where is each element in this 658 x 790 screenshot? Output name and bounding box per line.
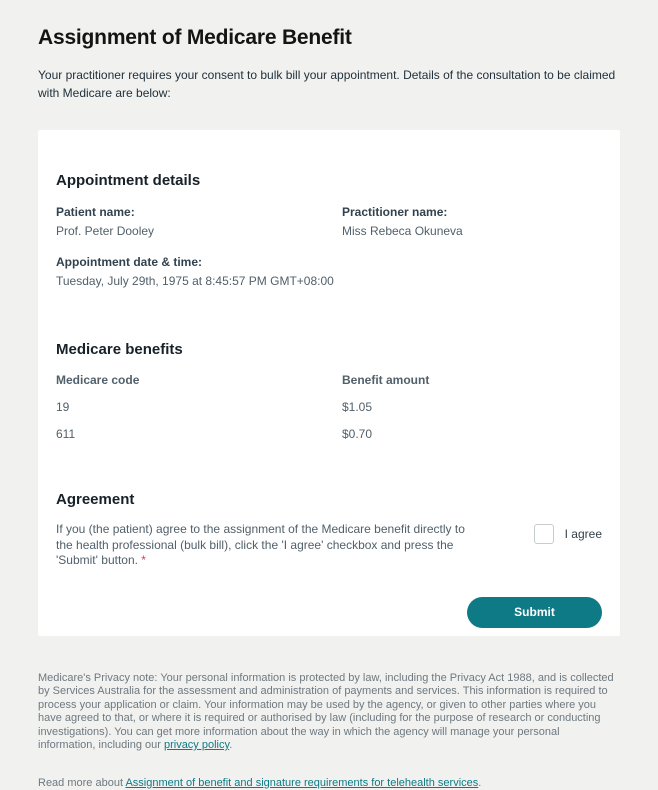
benefit-amount-value: $0.70 bbox=[342, 427, 373, 441]
appointment-details-section bbox=[56, 172, 602, 289]
privacy-policy-link[interactable]: privacy policy bbox=[163, 739, 230, 751]
footer bbox=[38, 672, 620, 790]
required-asterisk: * bbox=[141, 553, 146, 567]
column-header-benefit-amount: Benefit amount bbox=[342, 373, 430, 387]
privacy-note bbox=[38, 672, 620, 753]
practitioner-name-label: Practitioner name: bbox=[342, 205, 448, 219]
table-row bbox=[56, 400, 602, 414]
read-more-period: . bbox=[478, 776, 482, 789]
medicare-benefits-section bbox=[56, 341, 602, 441]
page-title: Assignment of Medicare Benefit bbox=[38, 26, 352, 49]
agreement-text-body: If you (the patient) agree to the assignment of the Medicare benefit directly to the health professional (bulk bill), click the 'I agree' checkbox and press the 'Submit' button. bbox=[56, 522, 465, 567]
privacy-note-text: Medicare's Privacy note: Your personal information is protected by law, including the Privacy Act 1988, and is collected by Services Australia for the assessment and administration of payments and services. This information is required to process your application or claim. Your information may be used by the agency, or given to other parties where you have agreed to that, or where it is required or authorised by law (including for the purpose of research or conducting investigations). You can get more information about the way in which the agency will manage your personal information, including our bbox=[38, 671, 614, 751]
appointment-details-heading: Appointment details bbox=[56, 172, 201, 189]
agree-checkbox-group[interactable] bbox=[534, 522, 602, 544]
patient-name-field bbox=[56, 204, 342, 239]
benefits-table bbox=[56, 373, 602, 441]
privacy-note-period: . bbox=[229, 739, 233, 751]
read-more-text: Read more about bbox=[38, 776, 126, 789]
intro-text: Your practitioner requires your consent to bulk bill your appointment. Details of the consultation to be claimed with Medicare are below: bbox=[38, 68, 616, 100]
benefit-amount-value: $1.05 bbox=[342, 400, 373, 414]
agreement-text bbox=[56, 522, 476, 569]
patient-name-label: Patient name: bbox=[56, 205, 135, 219]
appointment-datetime-label: Appointment date & time: bbox=[56, 255, 202, 269]
medicare-benefits-heading: Medicare benefits bbox=[56, 341, 183, 358]
appointment-datetime-field bbox=[56, 254, 602, 289]
agree-checkbox-label[interactable]: I agree bbox=[564, 527, 602, 541]
agree-checkbox[interactable] bbox=[534, 524, 554, 544]
read-more bbox=[38, 777, 620, 790]
consent-card bbox=[38, 130, 620, 636]
medicare-code-value: 611 bbox=[56, 427, 76, 441]
practitioner-name-value: Miss Rebeca Okuneva bbox=[342, 224, 463, 238]
patient-name-value: Prof. Peter Dooley bbox=[56, 224, 155, 238]
practitioner-name-field bbox=[342, 204, 602, 239]
submit-button[interactable]: Submit bbox=[467, 597, 602, 628]
medicare-code-value: 19 bbox=[56, 400, 70, 414]
column-header-medicare-code: Medicare code bbox=[56, 373, 140, 387]
appointment-datetime-value: Tuesday, July 29th, 1975 at 8:45:57 PM GMT+08:00 bbox=[56, 274, 334, 288]
agreement-heading: Agreement bbox=[56, 491, 135, 508]
agreement-section bbox=[56, 491, 602, 628]
benefits-table-header bbox=[56, 373, 602, 387]
telehealth-requirements-link[interactable]: Assignment of benefit and signature requirements for telehealth services bbox=[125, 776, 479, 789]
table-row bbox=[56, 427, 602, 441]
